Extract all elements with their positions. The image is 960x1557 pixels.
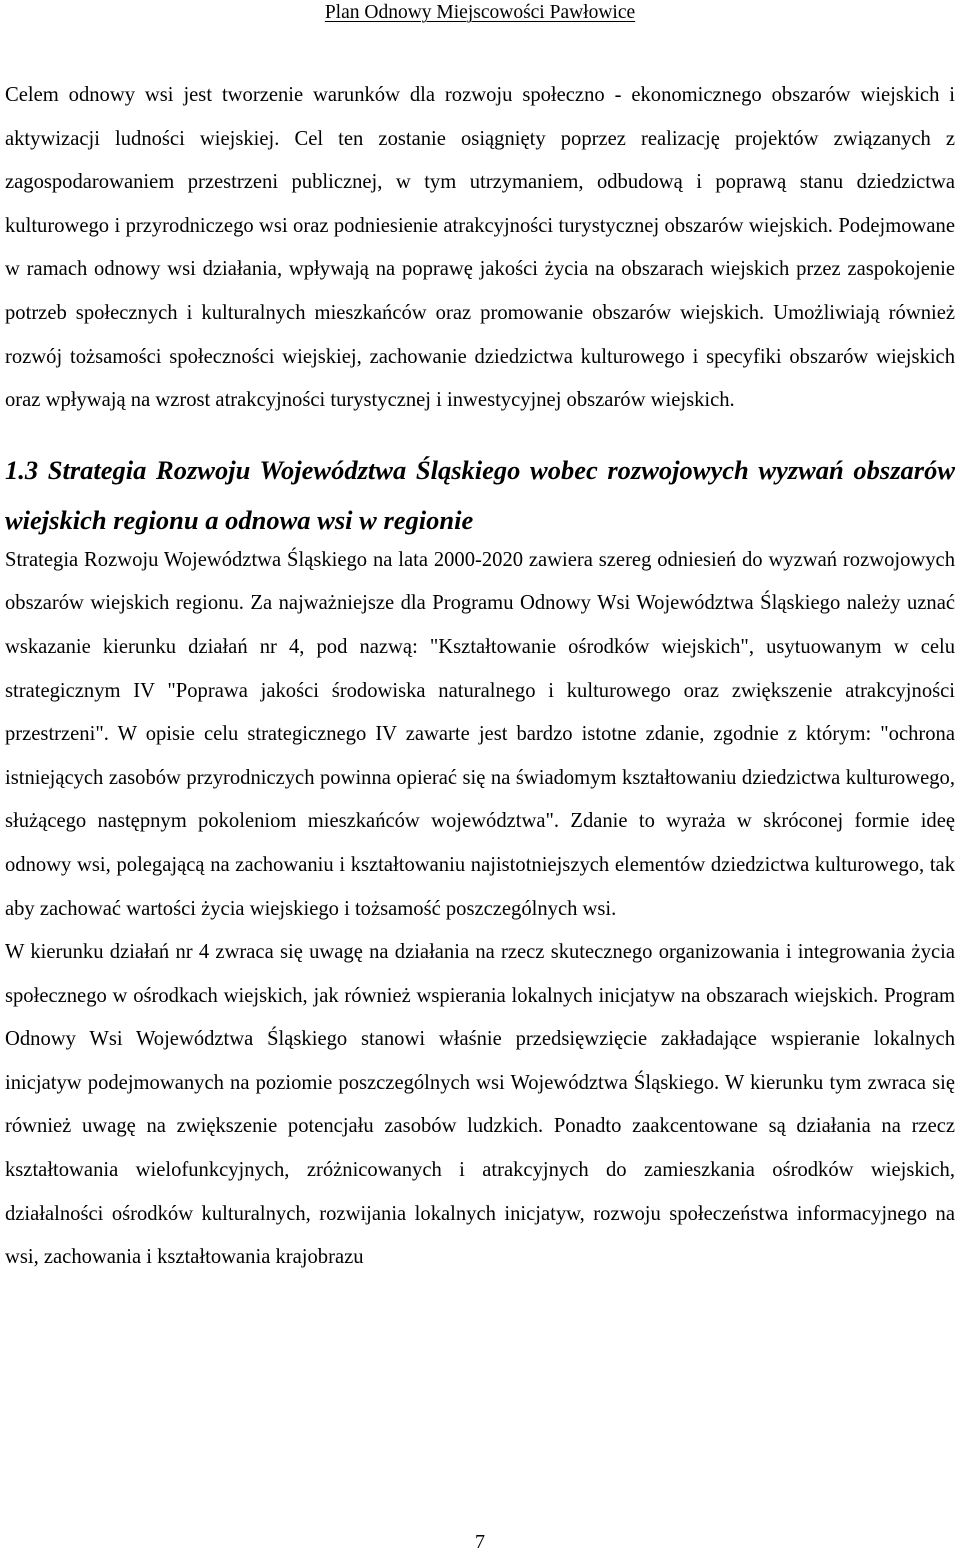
- page-number: 7: [475, 1531, 485, 1553]
- body-paragraph-2: Strategia Rozwoju Województwa Śląskiego na lata 2000-2020 zawiera szereg odniesień do wyzwań rozwojowych obszarów wiejskich regionu. Za najważniejsze dla Programu Odnowy Wsi Województwa Śląskiego należy uznać wskazanie kierunku działań nr 4, pod nazwą: "Kształtowanie ośrodków wiejskich", usytuowanym w celu strategicznym IV "Poprawa jakości środowiska naturalnego i kulturowego oraz zwiększenie atrakcyjności przestrzeni". W opisie celu strategicznego IV zawarte jest bardzo istotne zdanie, zgodnie z którym: "ochrona istniejących zasobów przyrodniczych powinna opierać się na świadomym kształtowaniu dziedzictwa kulturowego, służącego następnym pokoleniom mieszkańców województwa". Zdanie to wyraża w skróconej formie ideę odnowy wsi, polegającą na zachowaniu i kształtowaniu najistotniejszych elementów dziedzictwa kulturowego, tak aby zachować wartości życia wiejskiego i tożsamość poszczególnych wsi.: [5, 548, 955, 920]
- body-paragraph-3: W kierunku działań nr 4 zwraca się uwagę na działania na rzecz skutecznego organizowania i integrowania życia społecznego w ośrodkach wiejskich, jak również wspierania lokalnych inicjatyw na obszarach wiejskich. Program Odnowy Wsi Województwa Śląskiego stanowi właśnie przedsięwzięcie zakładające wspieranie lokalnych inicjatyw podejmowanych na poziomie poszczególnych wsi Województwa Śląskiego. W kierunku tym zwraca się również uwagę na zwiększenie potencjału zasobów ludzkich. Ponadto zaakcentowane są działania na rzecz kształtowania wielofunkcyjnych, zróżnicowanych i atrakcyjnych do zamieszkania ośrodków wiejskich, działalności ośrodków kulturalnych, rozwijania lokalnych inicjatyw, rozwoju społeczeństwa informacyjnego na wsi, zachowania i kształtowania krajobrazu: [5, 941, 955, 1269]
- body-paragraph-1: Celem odnowy wsi jest tworzenie warunków dla rozwoju społeczno - ekonomicznego obszarów wiejskich i aktywizacji ludności wiejskiej. Cel ten zostanie osiągnięty poprzez realizację projektów związanych z zagospodarowaniem przestrzeni publicznej, w tym utrzymaniem, odbudową i poprawą stanu dziedzictwa kulturowego i przyrodniczego wsi oraz podniesienie atrakcyjności turystycznej obszarów wiejskich. Podejmowane w ramach odnowy wsi działania, wpływają na poprawę jakości życia na obszarach wiejskich przez zaspokojenie potrzeb społecznych i kulturalnych mieszkańców oraz promowanie obszarów wiejskich. Umożliwiają również rozwój tożsamości społeczności wiejskiej, zachowanie dziedzictwa kulturowego i specyfiki obszarów wiejskich oraz wpływają na wzrost atrakcyjności turystycznej i inwestycyjnej obszarów wiejskich.: [5, 84, 955, 412]
- section-heading: 1.3 Strategia Rozwoju Województwa Śląskiego wobec rozwojowych wyzwań obszarów wiejskich regionu a odnowa wsi w regionie: [5, 454, 955, 535]
- document-body: [5, 74, 955, 1280]
- page-header-title: Plan Odnowy Miejscowości Pawłowice: [324, 2, 636, 23]
